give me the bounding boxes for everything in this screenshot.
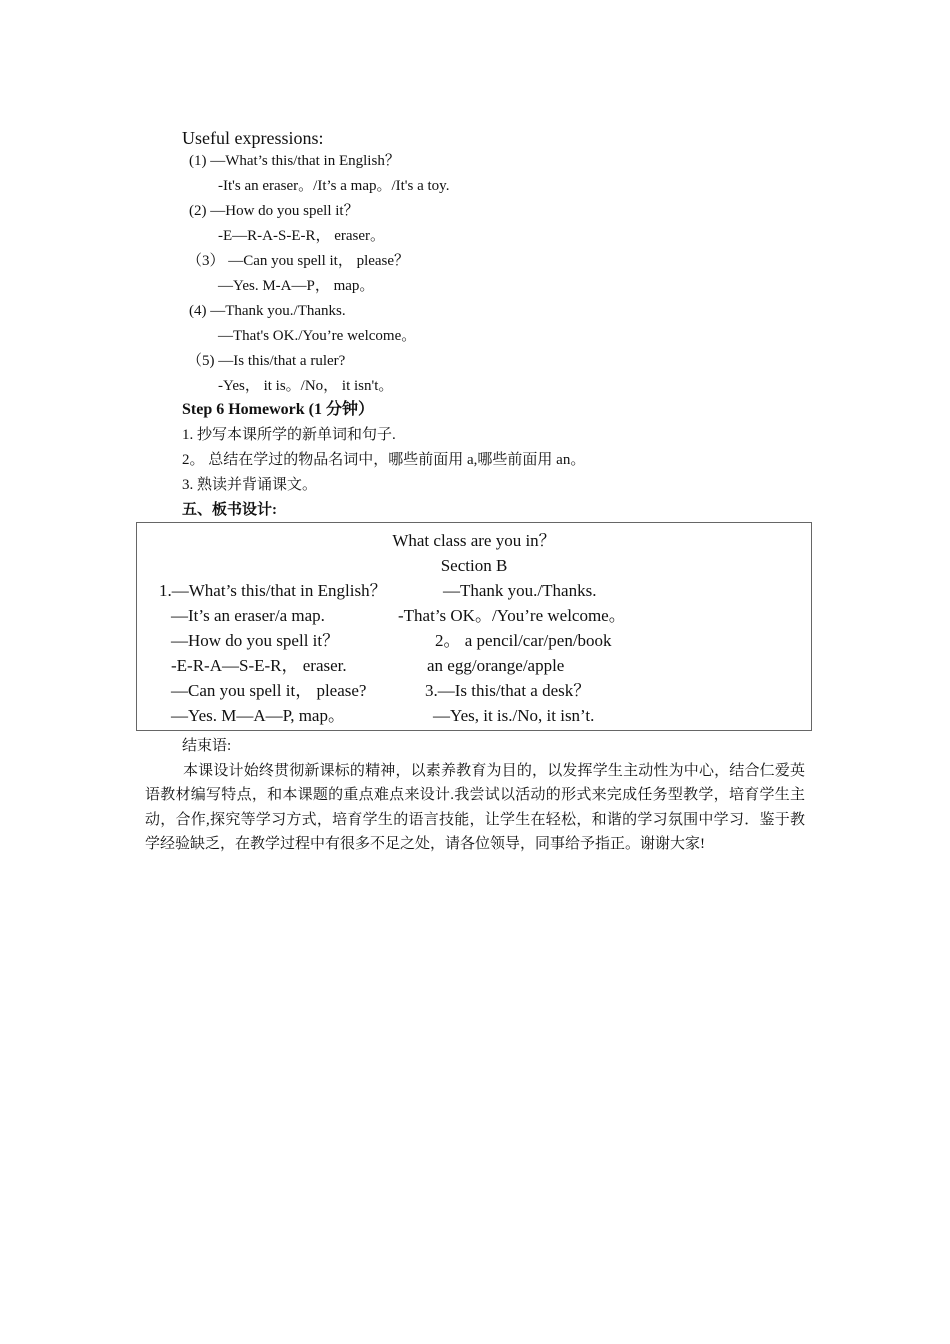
board-right-line-4: an egg/orange/apple [427, 656, 565, 675]
useful-item-1-answer: -It's an eraser。/It’s a map。/It's a toy. [218, 178, 450, 194]
board-left-line-4: -E-R-A—S-E-R， eraser. [171, 656, 347, 675]
board-left-line-6: —Yes. M—A—P, map。 [171, 706, 345, 725]
board-subtitle: Section B [440, 556, 508, 575]
useful-item-5-answer: -Yes， it is。/No， it isn't。 [218, 378, 394, 394]
board-left-line-5: —Can you spell it， please? [171, 681, 367, 700]
board-right-line-1: —Thank you./Thanks. [443, 581, 597, 600]
useful-item-2-question: (2) —How do you spell it？ [189, 203, 359, 219]
useful-item-5-question: （5) —Is this/that a ruler? [187, 353, 346, 369]
board-title: What class are you in？ [392, 531, 556, 550]
board-left-line-2: —It’s an eraser/a map. [171, 606, 325, 625]
board-design-heading: 五、板书设计: [182, 502, 277, 518]
useful-item-2-answer: -E—R-A-S-E-R， eraser。 [218, 228, 386, 244]
homework-title: Step 6 Homework (1 分钟） [182, 401, 374, 418]
board-right-line-6: —Yes, it is./No, it isn’t. [433, 706, 595, 725]
board-right-line-3: 2。 a pencil/car/pen/book [435, 631, 612, 650]
useful-item-4-question: (4) —Thank you./Thanks. [189, 303, 346, 319]
useful-item-3-question: （3） —Can you spell it， please？ [187, 253, 410, 269]
useful-item-1-question: (1) —What’s this/that in English？ [189, 153, 400, 169]
useful-item-4-answer: —That's OK./You’re welcome。 [218, 328, 417, 344]
board-right-line-5: 3.—Is this/that a desk？ [425, 681, 591, 700]
closing-paragraph: 本课设计始终贯彻新课标的精神，以素养教育为目的，以发挥学生主动性为中心，结合仁爱英语教材编写特点，和本课题的重点难点来设计.我尝试以活动的形式来完成任务型教学，培育学生主动，合作,探究等学习方式，培育学生的语言技能，让学生在轻松，和谐的学习氛围中学习．鉴于教学经验缺乏，在教学过程中有很多不足之处，请各位领导，同事给予指正。谢谢大家! [145, 763, 805, 853]
homework-item-3: 3. 熟读并背诵课文。 [182, 477, 318, 493]
board-right-line-2: -That’s OK。/You’re welcome。 [398, 606, 626, 625]
board-left-line-3: —How do you spell it？ [171, 631, 340, 650]
closing-label: 结束语: [182, 738, 232, 754]
useful-item-3-answer: —Yes. M-A—P， map。 [218, 278, 375, 294]
blackboard-design-box [136, 522, 812, 731]
useful-expressions-heading: Useful expressions: [182, 128, 324, 148]
homework-item-1: 1. 抄写本课所学的新单词和句子. [182, 427, 396, 443]
homework-item-2: 2。 总结在学过的物品名词中，哪些前面用 a,哪些前面用 an。 [182, 452, 586, 468]
board-left-line-1: 1.—What’s this/that in English？ [159, 581, 387, 600]
